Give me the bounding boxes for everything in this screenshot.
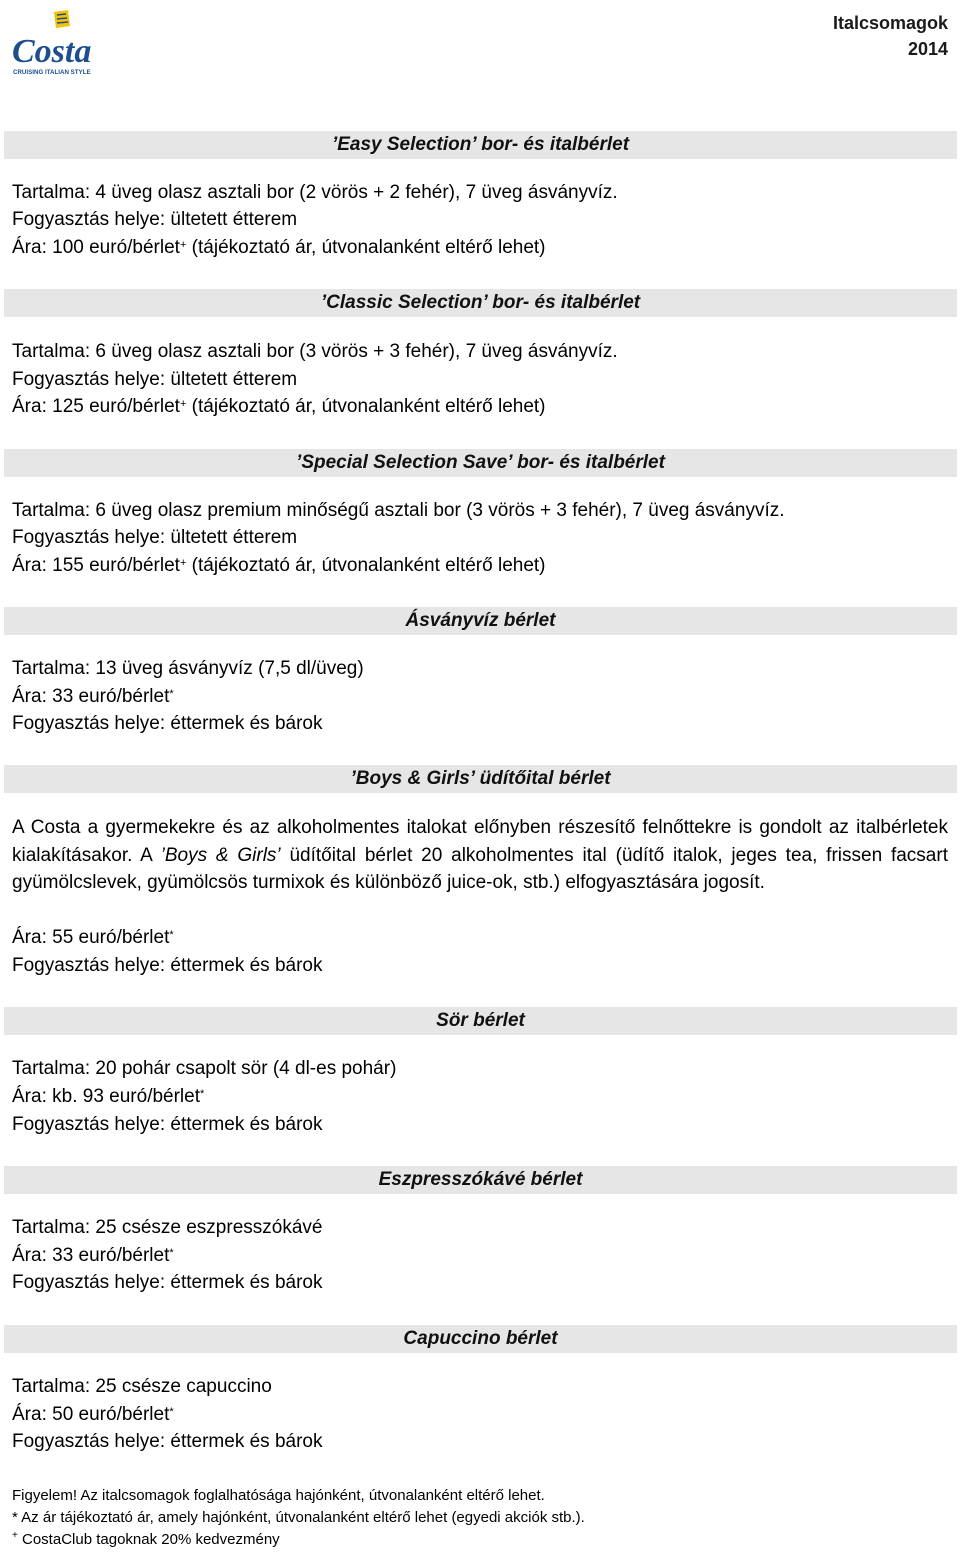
- boys-description: [12, 814, 948, 897]
- water-place: Fogyasztás helye: éttermek és bárok: [12, 713, 323, 734]
- espresso-price-line: [12, 1242, 174, 1270]
- capuccino-place: Fogyasztás helye: éttermek és bárok: [12, 1431, 323, 1452]
- beer-price: Ára: kb. 93 euró/bérlet: [12, 1086, 200, 1107]
- footnote-star: * Az ár tájékoztató ár, amely hajónként, útvonalanként eltérő lehet (egyedi akciók stb.).: [12, 1509, 585, 1526]
- capuccino-price-line: [12, 1401, 174, 1429]
- capuccino-price-mark: *: [169, 1406, 174, 1418]
- espresso-price-mark: *: [169, 1247, 174, 1259]
- costa-logo-graphic: [10, 6, 110, 78]
- beer-content: Tartalma: 20 pohár csapolt sör (4 dl-es pohár): [12, 1058, 397, 1079]
- classic-price-note: (tájékoztató ár, útvonalanként eltérő lehet): [186, 396, 546, 417]
- boys-description-part-2: üdítőital bérlet 20 alkoholmentes ital (üdítő italok, jeges tea, frissen facsart gyümölcslevek, gyümölcsös turmixok és különböző juice-ok, stb.) elfogyasztására jogosít.: [12, 844, 948, 893]
- easy-price: Ára: 100 euró/bérlet: [12, 237, 180, 258]
- footnote-plus: CostaClub tagoknak 20% kedvezmény: [17, 1531, 280, 1548]
- classic-price-mark: +: [179, 398, 187, 410]
- section-title-classic: ’Classic Selection’ bor- és italbérlet: [4, 289, 957, 317]
- costa-logo: [10, 6, 110, 78]
- beer-place: Fogyasztás helye: éttermek és bárok: [12, 1114, 323, 1135]
- classic-price: Ára: 125 euró/bérlet: [12, 396, 180, 417]
- document-title: Italcsomagok: [832, 13, 948, 33]
- boys-price-line: [12, 924, 174, 952]
- espresso-content: Tartalma: 25 csésze eszpresszókávé: [12, 1217, 323, 1238]
- beer-price-mark: *: [200, 1088, 205, 1100]
- easy-price-note: (tájékoztató ár, útvonalanként eltérő lehet): [186, 237, 546, 258]
- special-price-note: (tájékoztató ár, útvonalanként eltérő lehet): [186, 555, 546, 576]
- espresso-price: Ára: 33 euró/bérlet: [12, 1245, 170, 1266]
- section-title-easy: ’Easy Selection’ bor- és italbérlet: [4, 131, 957, 159]
- special-price: Ára: 155 euró/bérlet: [12, 555, 180, 576]
- boys-description-italic: ’Boys & Girls’: [160, 844, 281, 866]
- easy-place: Fogyasztás helye: ültetett étterem: [12, 209, 298, 230]
- boys-description-part-1: A Costa a gyermekekre és az alkoholmentes italokat előnyben részesítő felnőttekre is gondolt az italbérletek kialakításakor. A: [12, 817, 948, 866]
- easy-price-mark: +: [179, 239, 187, 251]
- beer-price-line: [12, 1083, 204, 1111]
- footnote-warning: Figyelem! Az italcsomagok foglalhatósága hajónként, útvonalanként eltérő lehet.: [12, 1487, 545, 1504]
- easy-content: Tartalma: 4 üveg olasz asztali bor (2 vörös + 2 fehér), 7 üveg ásványvíz.: [12, 182, 618, 203]
- section-title-capuccino: Capuccino bérlet: [4, 1325, 957, 1353]
- classic-place: Fogyasztás helye: ültetett étterem: [12, 369, 298, 390]
- classic-content: Tartalma: 6 üveg olasz asztali bor (3 vörös + 3 fehér), 7 üveg ásványvíz.: [12, 341, 618, 362]
- footnote-plus-mark: +: [12, 1530, 18, 1541]
- section-title-special: ’Special Selection Save’ bor- és italbérlet: [4, 449, 957, 477]
- logo-wordmark: Costa: [12, 33, 92, 70]
- espresso-place: Fogyasztás helye: éttermek és bárok: [12, 1272, 323, 1293]
- special-content: Tartalma: 6 üveg olasz premium minőségű asztali bor (3 vörös + 3 fehér), 7 üveg ásványvíz.: [12, 500, 785, 521]
- boys-price-mark: *: [169, 929, 174, 941]
- document-header: [833, 10, 948, 62]
- logo-tagline: CRUISING ITALIAN STYLE: [13, 69, 91, 76]
- section-title-beer: Sör bérlet: [4, 1007, 957, 1035]
- water-price: Ára: 33 euró/bérlet: [12, 686, 170, 707]
- water-price-line: [12, 683, 174, 711]
- special-price-line: [12, 552, 546, 580]
- document-year: 2014: [907, 39, 948, 59]
- boys-place: Fogyasztás helye: éttermek és bárok: [12, 955, 323, 976]
- water-content: Tartalma: 13 üveg ásványvíz (7,5 dl/üveg): [12, 658, 364, 679]
- section-title-espresso: Eszpresszókávé bérlet: [4, 1166, 957, 1194]
- special-place: Fogyasztás helye: ültetett étterem: [12, 527, 298, 548]
- special-price-mark: +: [179, 557, 187, 569]
- section-title-boys: ’Boys & Girls’ üdítőital bérlet: [4, 765, 957, 793]
- section-title-water: Ásványvíz bérlet: [4, 607, 957, 635]
- classic-price-line: [12, 393, 546, 421]
- footnote-plus-line: [12, 1529, 280, 1551]
- water-price-mark: *: [169, 688, 174, 700]
- easy-price-line: [12, 234, 546, 262]
- capuccino-price: Ára: 50 euró/bérlet: [12, 1404, 170, 1425]
- boys-price: Ára: 55 euró/bérlet: [12, 927, 170, 948]
- capuccino-content: Tartalma: 25 csésze capuccino: [12, 1376, 272, 1397]
